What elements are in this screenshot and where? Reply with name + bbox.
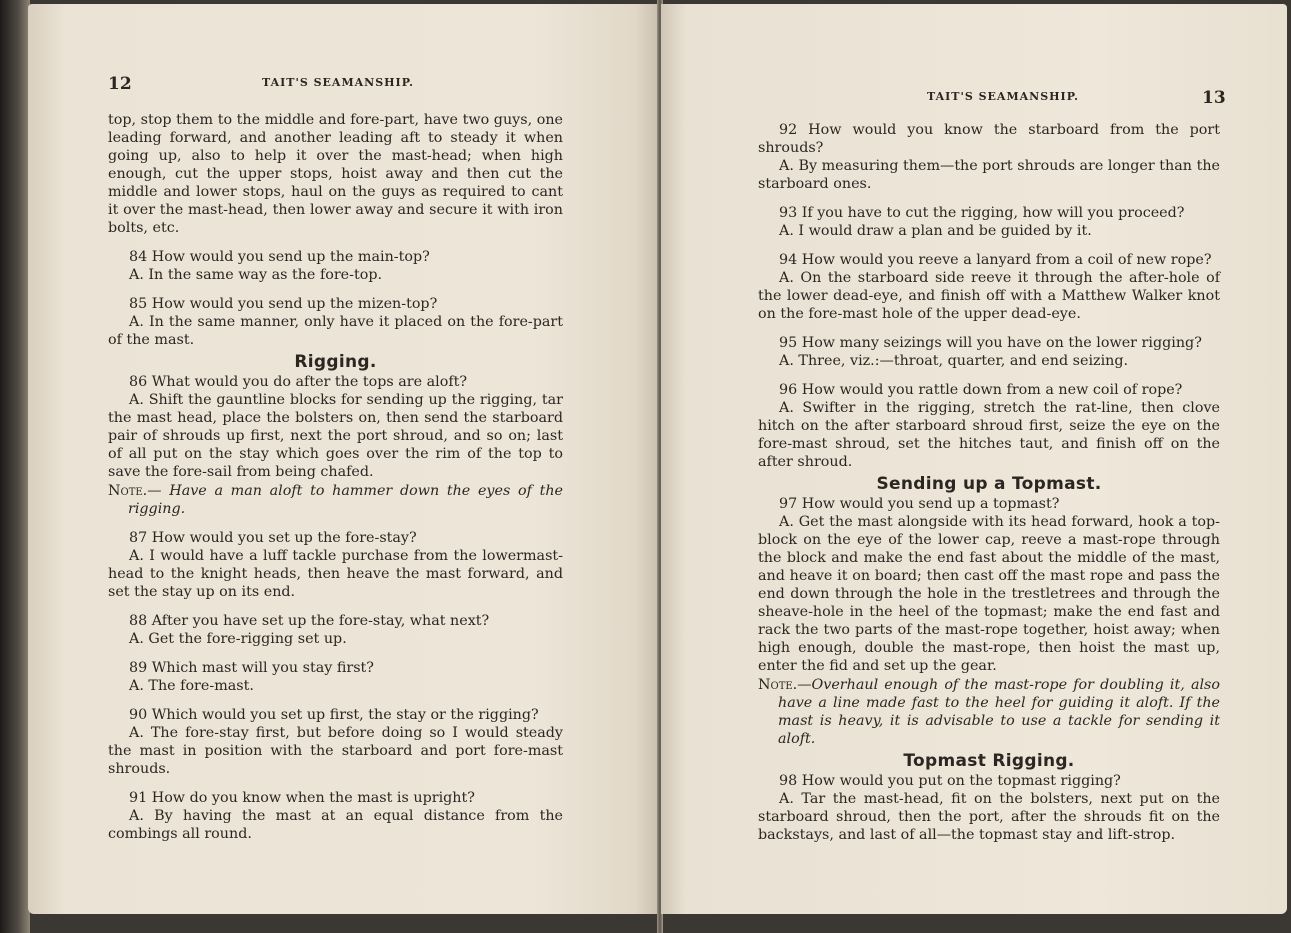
answer-85: A. In the same manner, only have it placed on the fore-part of the mast. [108, 314, 563, 348]
answer-86: A. Shift the gauntline blocks for sending up the rigging, tar the mast head, place the bolsters on, then send the starboard pair of shrouds up first, next the port shroud, and so on; last of all put on the stay which goes over the rim of the top to save the fore-sail from being chafed. [108, 392, 563, 480]
answer-93: A. I would draw a plan and be guided by it. [779, 223, 1092, 239]
answer-88: A. Get the fore-rigging set up. [129, 631, 347, 647]
question-97: 97 How would you send up a topmast? [779, 496, 1060, 512]
question-86: 86 What would you do after the tops are aloft? [129, 374, 468, 390]
question-93: 93 If you have to cut the rigging, how will you proceed? [779, 205, 1185, 221]
question-88: 88 After you have set up the fore-stay, what next? [129, 613, 490, 629]
book-binding [0, 0, 30, 933]
note-86 [108, 482, 563, 518]
question-98: 98 How would you put on the topmast rigging? [779, 773, 1121, 789]
running-header-left: TAIT'S SEAMANSHIP. [262, 76, 414, 89]
answer-94: A. On the starboard side reeve it through the after-hole of the lower dead-eye, and finish off with a Matthew Walker knot on the fore-mast hole of the upper dead-eye. [758, 270, 1220, 322]
page-number-left: 12 [108, 74, 132, 94]
section-heading-rigging: Rigging. [294, 352, 377, 372]
section-heading-topmast-rigging: Topmast Rigging. [903, 751, 1075, 771]
right-page [661, 4, 1287, 914]
note-label: Note. [108, 483, 148, 499]
page-number-right: 13 [1202, 88, 1226, 108]
answer-95: A. Three, viz.:—throat, quarter, and end seizing. [779, 353, 1129, 369]
question-84: 84 How would you send up the main-top? [129, 249, 430, 265]
question-92: 92 How would you know the starboard from the port shrouds? [758, 122, 1220, 156]
note-label: Note. [758, 677, 798, 693]
answer-87: A. I would have a luff tackle purchase from the lowermast-head to the knight heads, then heave the mast forward, and set the stay up on its end. [108, 548, 563, 600]
question-91: 91 How do you know when the mast is upright? [129, 790, 475, 806]
section-heading-sending-up-topmast: Sending up a Topmast. [876, 474, 1102, 494]
question-95: 95 How many seizings will you have on the lower rigging? [779, 335, 1202, 351]
question-89: 89 Which mast will you stay first? [129, 660, 374, 676]
paragraph-continued: top, stop them to the middle and fore-part, have two guys, one leading forward, and another leading aft to steady it when going up, also to help it over the mast-head; when high enough, cut the upper stops, hoist away and then cut the middle and lower stops, haul on the guys as required to cant it over the mast-head, then lower away and secure it with iron bolts, etc. [108, 112, 563, 236]
question-90: 90 Which would you set up first, the stay or the rigging? [129, 707, 539, 723]
question-96: 96 How would you rattle down from a new coil of rope? [779, 382, 1183, 398]
running-header-right: TAIT'S SEAMANSHIP. [927, 90, 1079, 103]
answer-92: A. By measuring them—the port shrouds are longer than the starboard ones. [758, 158, 1220, 192]
answer-84: A. In the same way as the fore-top. [129, 267, 383, 283]
question-87: 87 How would you set up the fore-stay? [129, 530, 417, 546]
answer-90: A. The fore-stay first, but before doing so I would steady the mast in position with the starboard and port fore-mast shrouds. [108, 725, 563, 777]
answer-98: A. Tar the mast-head, fit on the bolsters, next put on the starboard shroud, then the port, after the shrouds fit on the backstays, and last of all—the topmast stay and lift-strop. [758, 791, 1220, 843]
note-text: —Overhaul enough of the mast-rope for doubling it, also have a line made fast to the heel for guiding it aloft. If the mast is heavy, it is advisable to use a tackle for sending it aloft. [778, 677, 1220, 747]
right-page-text [758, 121, 1220, 844]
note-97 [758, 676, 1220, 748]
answer-91: A. By having the mast at an equal distance from the combings all round. [108, 808, 563, 842]
answer-96: A. Swifter in the rigging, stretch the rat-line, then clove hitch on the after starboard shroud first, seize the eye on the fore-mast shroud, set the hitches taut, and finish off on the after shroud. [758, 400, 1220, 470]
answer-89: A. The fore-mast. [129, 678, 254, 694]
left-page-text [108, 111, 563, 843]
note-text: — Have a man aloft to hammer down the eyes of the rigging. [128, 483, 563, 517]
left-page [28, 4, 660, 914]
answer-97: A. Get the mast alongside with its head forward, hook a top-block on the eye of the lower cap, reeve a mast-rope through the block and make the end fast about the middle of the mast, and heave it on board; then cast off the mast rope and pass the end down through the hole in the trestletrees and through the sheave-hole in the heel of the topmast; make the end fast and rack the two parts of the mast-rope together, hoist away; when high enough, double the mast-rope, then hoist the mast up, enter the fid and set up the gear. [758, 514, 1220, 674]
question-94: 94 How would you reeve a lanyard from a coil of new rope? [779, 252, 1212, 268]
question-85: 85 How would you send up the mizen-top? [129, 296, 438, 312]
